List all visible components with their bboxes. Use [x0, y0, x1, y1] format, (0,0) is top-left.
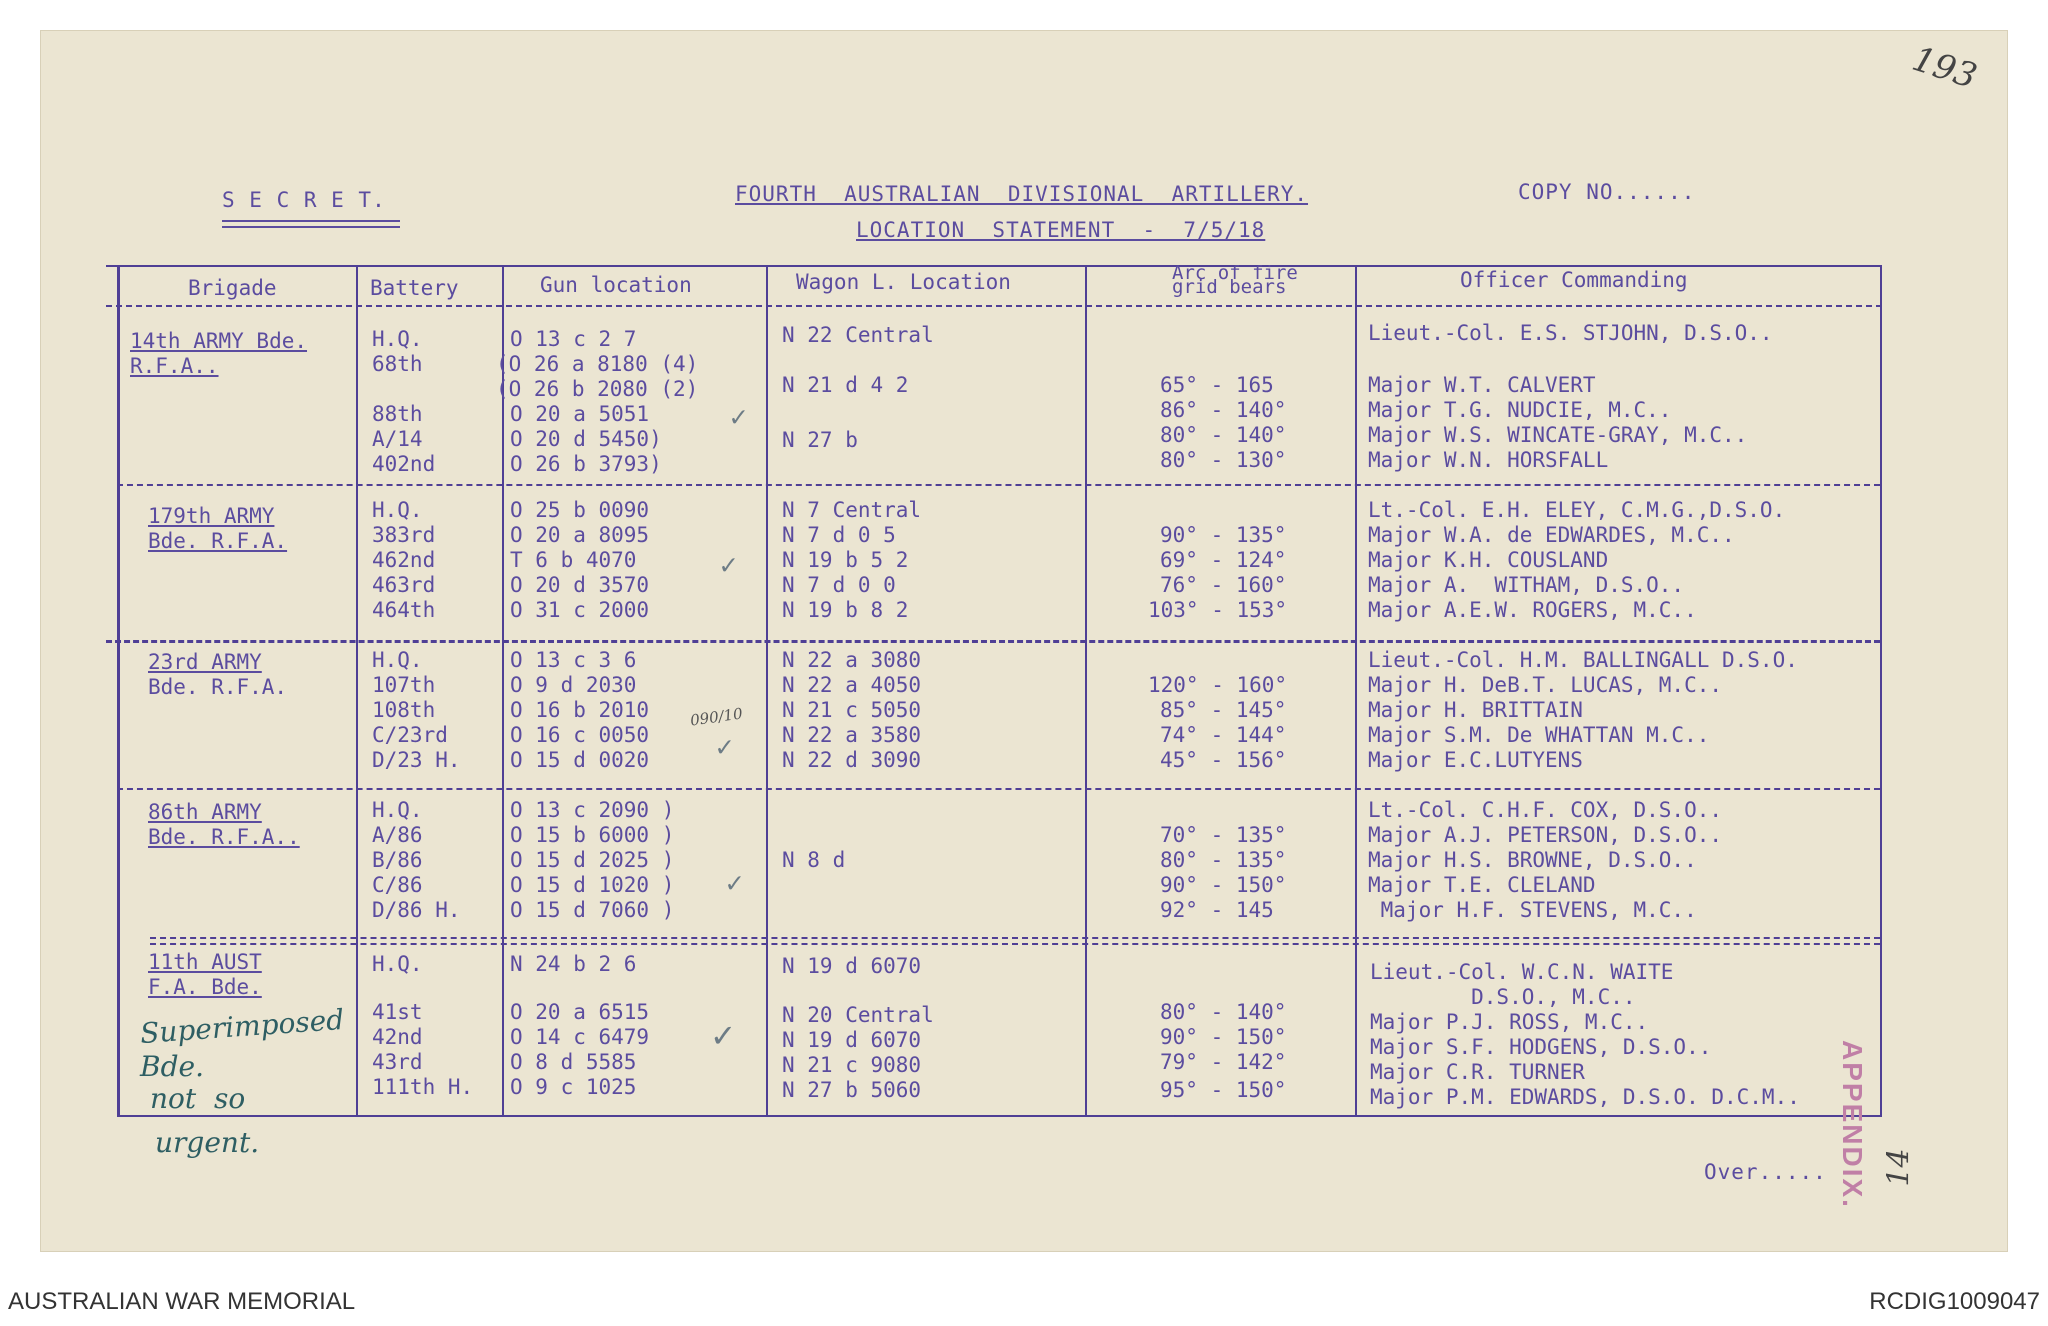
battery-cell: 108th: [372, 698, 436, 722]
brigade-name-line2: Bde. R.F.A.: [148, 675, 288, 699]
arc-of-fire-cell: 90° - 150°: [1160, 1025, 1287, 1049]
brigade-name: 23rd ARMY: [148, 650, 262, 674]
brigade-name: 11th AUST: [148, 950, 262, 974]
document-title: FOURTH AUSTRALIAN DIVISIONAL ARTILLERY.: [735, 182, 1309, 206]
gun-location-cell: O 26 b 3793): [510, 452, 662, 476]
table-left-border: [117, 265, 120, 1115]
wagon-location-cell: N 21 d 4 2: [782, 373, 909, 397]
officer-cell: Lieut.-Col. H.M. BALLINGALL D.S.O.: [1368, 648, 1798, 672]
group-divider-4b: [150, 943, 1880, 945]
arc-of-fire-cell: 90° - 150°: [1160, 873, 1287, 897]
column-header-gun-location: Gun location: [540, 273, 692, 297]
gun-location-cell: O 20 a 5051: [510, 402, 650, 426]
wagon-location-cell: N 20 Central: [782, 1003, 934, 1027]
gun-location-cell: O 15 d 1020 ): [510, 873, 675, 897]
battery-cell: H.Q.: [372, 498, 423, 522]
officer-cell: Major C.R. TURNER: [1370, 1060, 1585, 1084]
column-header-arc-of-fire: Arc of fire grid bears: [1172, 262, 1298, 298]
wagon-location-cell: N 19 d 6070: [782, 1028, 922, 1052]
arc-of-fire-cell: 69° - 124°: [1160, 548, 1287, 572]
arc-of-fire-cell: 76° - 160°: [1160, 573, 1287, 597]
gun-location-cell: O 13 c 2090 ): [510, 798, 675, 822]
arc-of-fire-cell: 95° - 150°: [1160, 1078, 1287, 1102]
gun-location-cell: O 14 c 6479: [510, 1025, 650, 1049]
battery-cell: 111th H.: [372, 1075, 474, 1099]
arc-of-fire-cell: 70° - 135°: [1160, 823, 1287, 847]
page-number: 193: [1907, 38, 1982, 98]
gun-location-cell: O 15 d 2025 ): [510, 848, 675, 872]
wagon-location-cell: N 22 a 3080: [782, 648, 922, 672]
wagon-location-cell: N 7 d 0 0: [782, 573, 896, 597]
officer-cell: Major W.T. CALVERT: [1368, 373, 1596, 397]
arc-of-fire-cell: 74° - 144°: [1160, 723, 1287, 747]
officer-cell: Major E.C.LUTYENS: [1368, 748, 1583, 772]
battery-cell: 383rd: [372, 523, 436, 547]
wagon-location-cell: N 27 b 5060: [782, 1078, 922, 1102]
wagon-location-cell: N 7 d 0 5: [782, 523, 896, 547]
officer-cell: Major W.A. de EDWARDES, M.C..: [1368, 523, 1735, 547]
gun-location-cell: O 15 b 6000 ): [510, 823, 675, 847]
battery-cell: 464th: [372, 598, 436, 622]
column-header-battery: Battery: [370, 276, 459, 300]
gun-location-cell: O 8 d 5585: [510, 1050, 637, 1074]
appendix-stamp: APPENDIX.: [1837, 1040, 1868, 1209]
battery-cell: 462nd: [372, 548, 436, 572]
check-mark-icon: ✓: [716, 730, 733, 763]
officer-cell: Major H.F. STEVENS, M.C..: [1368, 898, 1697, 922]
battery-cell: C/23rd: [372, 723, 448, 747]
battery-cell: H.Q.: [372, 327, 423, 351]
wagon-location-cell: N 19 b 8 2: [782, 598, 909, 622]
arc-of-fire-cell: 80° - 140°: [1160, 1000, 1287, 1024]
battery-cell: H.Q.: [372, 648, 423, 672]
battery-cell: 463rd: [372, 573, 436, 597]
col-divider-5: [1355, 265, 1357, 1115]
wagon-location-cell: N 22 Central: [782, 323, 934, 347]
gun-location-cell: (O 26 a 8180 (4): [496, 352, 699, 376]
officer-cell: Lieut.-Col. E.S. STJOHN, D.S.O..: [1368, 321, 1773, 345]
officer-cell: Major T.G. NUDCIE, M.C..: [1368, 398, 1672, 422]
group-divider-1: [117, 484, 1880, 486]
gun-location-cell: O 13 c 3 6: [510, 648, 637, 672]
wagon-location-cell: N 22 d 3090: [782, 748, 922, 772]
gun-location-cell: O 9 d 2030: [510, 673, 637, 697]
officer-cell: D.S.O., M.C..: [1370, 985, 1636, 1009]
gun-location-cell: (O 26 b 2080 (2): [496, 377, 699, 401]
secret-label: S E C R E T.: [222, 188, 386, 212]
brigade-name-line2: R.F.A..: [130, 354, 219, 378]
gun-location-cell: O 25 b 0090: [510, 498, 650, 522]
arc-of-fire-cell: 80° - 140°: [1160, 423, 1287, 447]
battery-cell: 402nd: [372, 452, 436, 476]
officer-cell: Major A. WITHAM, D.S.O..: [1368, 573, 1685, 597]
battery-cell: 68th: [372, 352, 423, 376]
column-header-officer: Officer Commanding: [1460, 268, 1688, 292]
gun-location-cell: O 13 c 2 7: [510, 327, 637, 351]
check-mark-icon: ✓: [730, 400, 747, 433]
arc-of-fire-cell: 79° - 142°: [1160, 1050, 1287, 1074]
officer-cell: Major A.E.W. ROGERS, M.C..: [1368, 598, 1697, 622]
wagon-location-cell: N 22 a 4050: [782, 673, 922, 697]
secret-underline: [222, 220, 400, 228]
gun-location-cell: T 6 b 4070: [510, 548, 637, 572]
wagon-location-cell: N 22 a 3580: [782, 723, 922, 747]
officer-cell: Major P.J. ROSS, M.C..: [1370, 1010, 1649, 1034]
officer-cell: Major S.M. De WHATTAN M.C..: [1368, 723, 1710, 747]
arc-of-fire-cell: 92° - 145: [1160, 898, 1274, 922]
wagon-location-cell: N 21 c 9080: [782, 1053, 922, 1077]
group-divider-2: [106, 640, 1880, 643]
battery-cell: A/14: [372, 427, 423, 451]
brigade-name-line2: Bde. R.F.A..: [148, 825, 300, 849]
gun-location-cell: O 31 c 2000: [510, 598, 650, 622]
wagon-location-cell: N 21 c 5050: [782, 698, 922, 722]
officer-cell: Major W.N. HORSFALL: [1368, 448, 1609, 472]
handwritten-note-line4: urgent.: [155, 1126, 260, 1159]
wagon-location-cell: N 7 Central: [782, 498, 922, 522]
over-label: Over.....: [1704, 1160, 1827, 1184]
wagon-location-cell: N 19 b 5 2: [782, 548, 909, 572]
group-divider-3: [117, 788, 1880, 790]
table-header-divider: [106, 305, 1882, 307]
officer-cell: Lt.-Col. E.H. ELEY, C.M.G.,D.S.O.: [1368, 498, 1786, 522]
brigade-name: 14th ARMY Bde.: [130, 329, 308, 353]
brigade-name-line2: F.A. Bde.: [148, 975, 262, 999]
col-divider-4: [1085, 265, 1087, 1115]
gun-location-cell: O 20 d 5450): [510, 427, 662, 451]
gun-location-cell: O 20 a 6515: [510, 1000, 650, 1024]
margin-note: 090/10: [689, 704, 744, 730]
battery-cell: D/86 H.: [372, 898, 461, 922]
officer-cell: Major H. BRITTAIN: [1368, 698, 1583, 722]
check-mark-icon: ✓: [720, 548, 737, 581]
officer-cell: Lieut.-Col. W.C.N. WAITE: [1370, 960, 1674, 984]
wagon-location-cell: N 8 d: [782, 848, 846, 872]
footer-right: RCDIG1009047: [1869, 1288, 2040, 1315]
officer-cell: Major H.S. BROWNE, D.S.O..: [1368, 848, 1697, 872]
battery-cell: 43rd: [372, 1050, 423, 1074]
gun-location-cell: N 24 b 2 6: [510, 952, 637, 976]
column-header-wagon-location: Wagon L. Location: [796, 270, 1011, 294]
group-divider-4: [150, 937, 1880, 939]
officer-cell: Major S.F. HODGENS, D.S.O..: [1370, 1035, 1712, 1059]
wagon-location-cell: N 19 d 6070: [782, 954, 922, 978]
arc-of-fire-cell: 80° - 135°: [1160, 848, 1287, 872]
gun-location-cell: O 15 d 7060 ): [510, 898, 675, 922]
officer-cell: Major A.J. PETERSON, D.S.O..: [1368, 823, 1723, 847]
officer-cell: Lt.-Col. C.H.F. COX, D.S.O..: [1368, 798, 1723, 822]
check-mark-icon: ✓: [712, 1015, 734, 1056]
arc-of-fire-cell: 85° - 145°: [1160, 698, 1287, 722]
battery-cell: A/86: [372, 823, 423, 847]
document-subtitle: LOCATION STATEMENT - 7/5/18: [856, 218, 1266, 242]
officer-cell: Major P.M. EDWARDS, D.S.O. D.C.M..: [1370, 1085, 1800, 1109]
arc-of-fire-cell: 45° - 156°: [1160, 748, 1287, 772]
arc-of-fire-cell: 65° - 165: [1160, 373, 1274, 397]
check-mark-icon: ✓: [726, 866, 743, 899]
handwritten-note-line2: Bde.: [140, 1050, 204, 1083]
arc-of-fire-cell: 103° - 153°: [1148, 598, 1288, 622]
table-right-border: [1880, 265, 1882, 1115]
handwritten-note-line1: Superimposed: [139, 1002, 346, 1051]
table-bottom-border: [117, 1115, 1882, 1117]
battery-cell: D/23 H.: [372, 748, 461, 772]
brigade-name: 86th ARMY: [148, 800, 262, 824]
battery-cell: C/86: [372, 873, 423, 897]
wagon-location-cell: N 27 b: [782, 428, 858, 452]
officer-cell: Major H. DeB.T. LUCAS, M.C..: [1368, 673, 1723, 697]
battery-cell: 42nd: [372, 1025, 423, 1049]
brigade-name-line2: Bde. R.F.A.: [148, 529, 288, 553]
col-divider-3: [766, 265, 768, 1115]
brigade-name: 179th ARMY: [148, 504, 275, 528]
copy-number: COPY NO......: [1518, 180, 1696, 204]
gun-location-cell: O 16 c 0050: [510, 723, 650, 747]
table-top-border: [106, 265, 1882, 267]
battery-cell: 107th: [372, 673, 436, 697]
gun-location-cell: O 15 d 0020: [510, 748, 650, 772]
gun-location-cell: O 9 c 1025: [510, 1075, 637, 1099]
officer-cell: Major T.E. CLELAND: [1368, 873, 1596, 897]
column-header-brigade: Brigade: [188, 276, 277, 300]
handwritten-note-line3: not so: [150, 1082, 246, 1115]
gun-location-cell: O 20 a 8095: [510, 523, 650, 547]
battery-cell: H.Q.: [372, 952, 423, 976]
page-annotation: 14: [1881, 1148, 1917, 1187]
col-divider-1: [356, 265, 358, 1115]
officer-cell: Major W.S. WINCATE-GRAY, M.C..: [1368, 423, 1748, 447]
battery-cell: 41st: [372, 1000, 423, 1024]
footer-left: AUSTRALIAN WAR MEMORIAL: [8, 1288, 356, 1315]
gun-location-cell: O 16 b 2010: [510, 698, 650, 722]
officer-cell: Major K.H. COUSLAND: [1368, 548, 1609, 572]
battery-cell: 88th: [372, 402, 423, 426]
arc-of-fire-cell: 86° - 140°: [1160, 398, 1287, 422]
arc-of-fire-cell: 80° - 130°: [1160, 448, 1287, 472]
arc-of-fire-cell: 90° - 135°: [1160, 523, 1287, 547]
battery-cell: H.Q.: [372, 798, 423, 822]
gun-location-cell: O 20 d 3570: [510, 573, 650, 597]
arc-of-fire-cell: 120° - 160°: [1148, 673, 1288, 697]
battery-cell: B/86: [372, 848, 423, 872]
